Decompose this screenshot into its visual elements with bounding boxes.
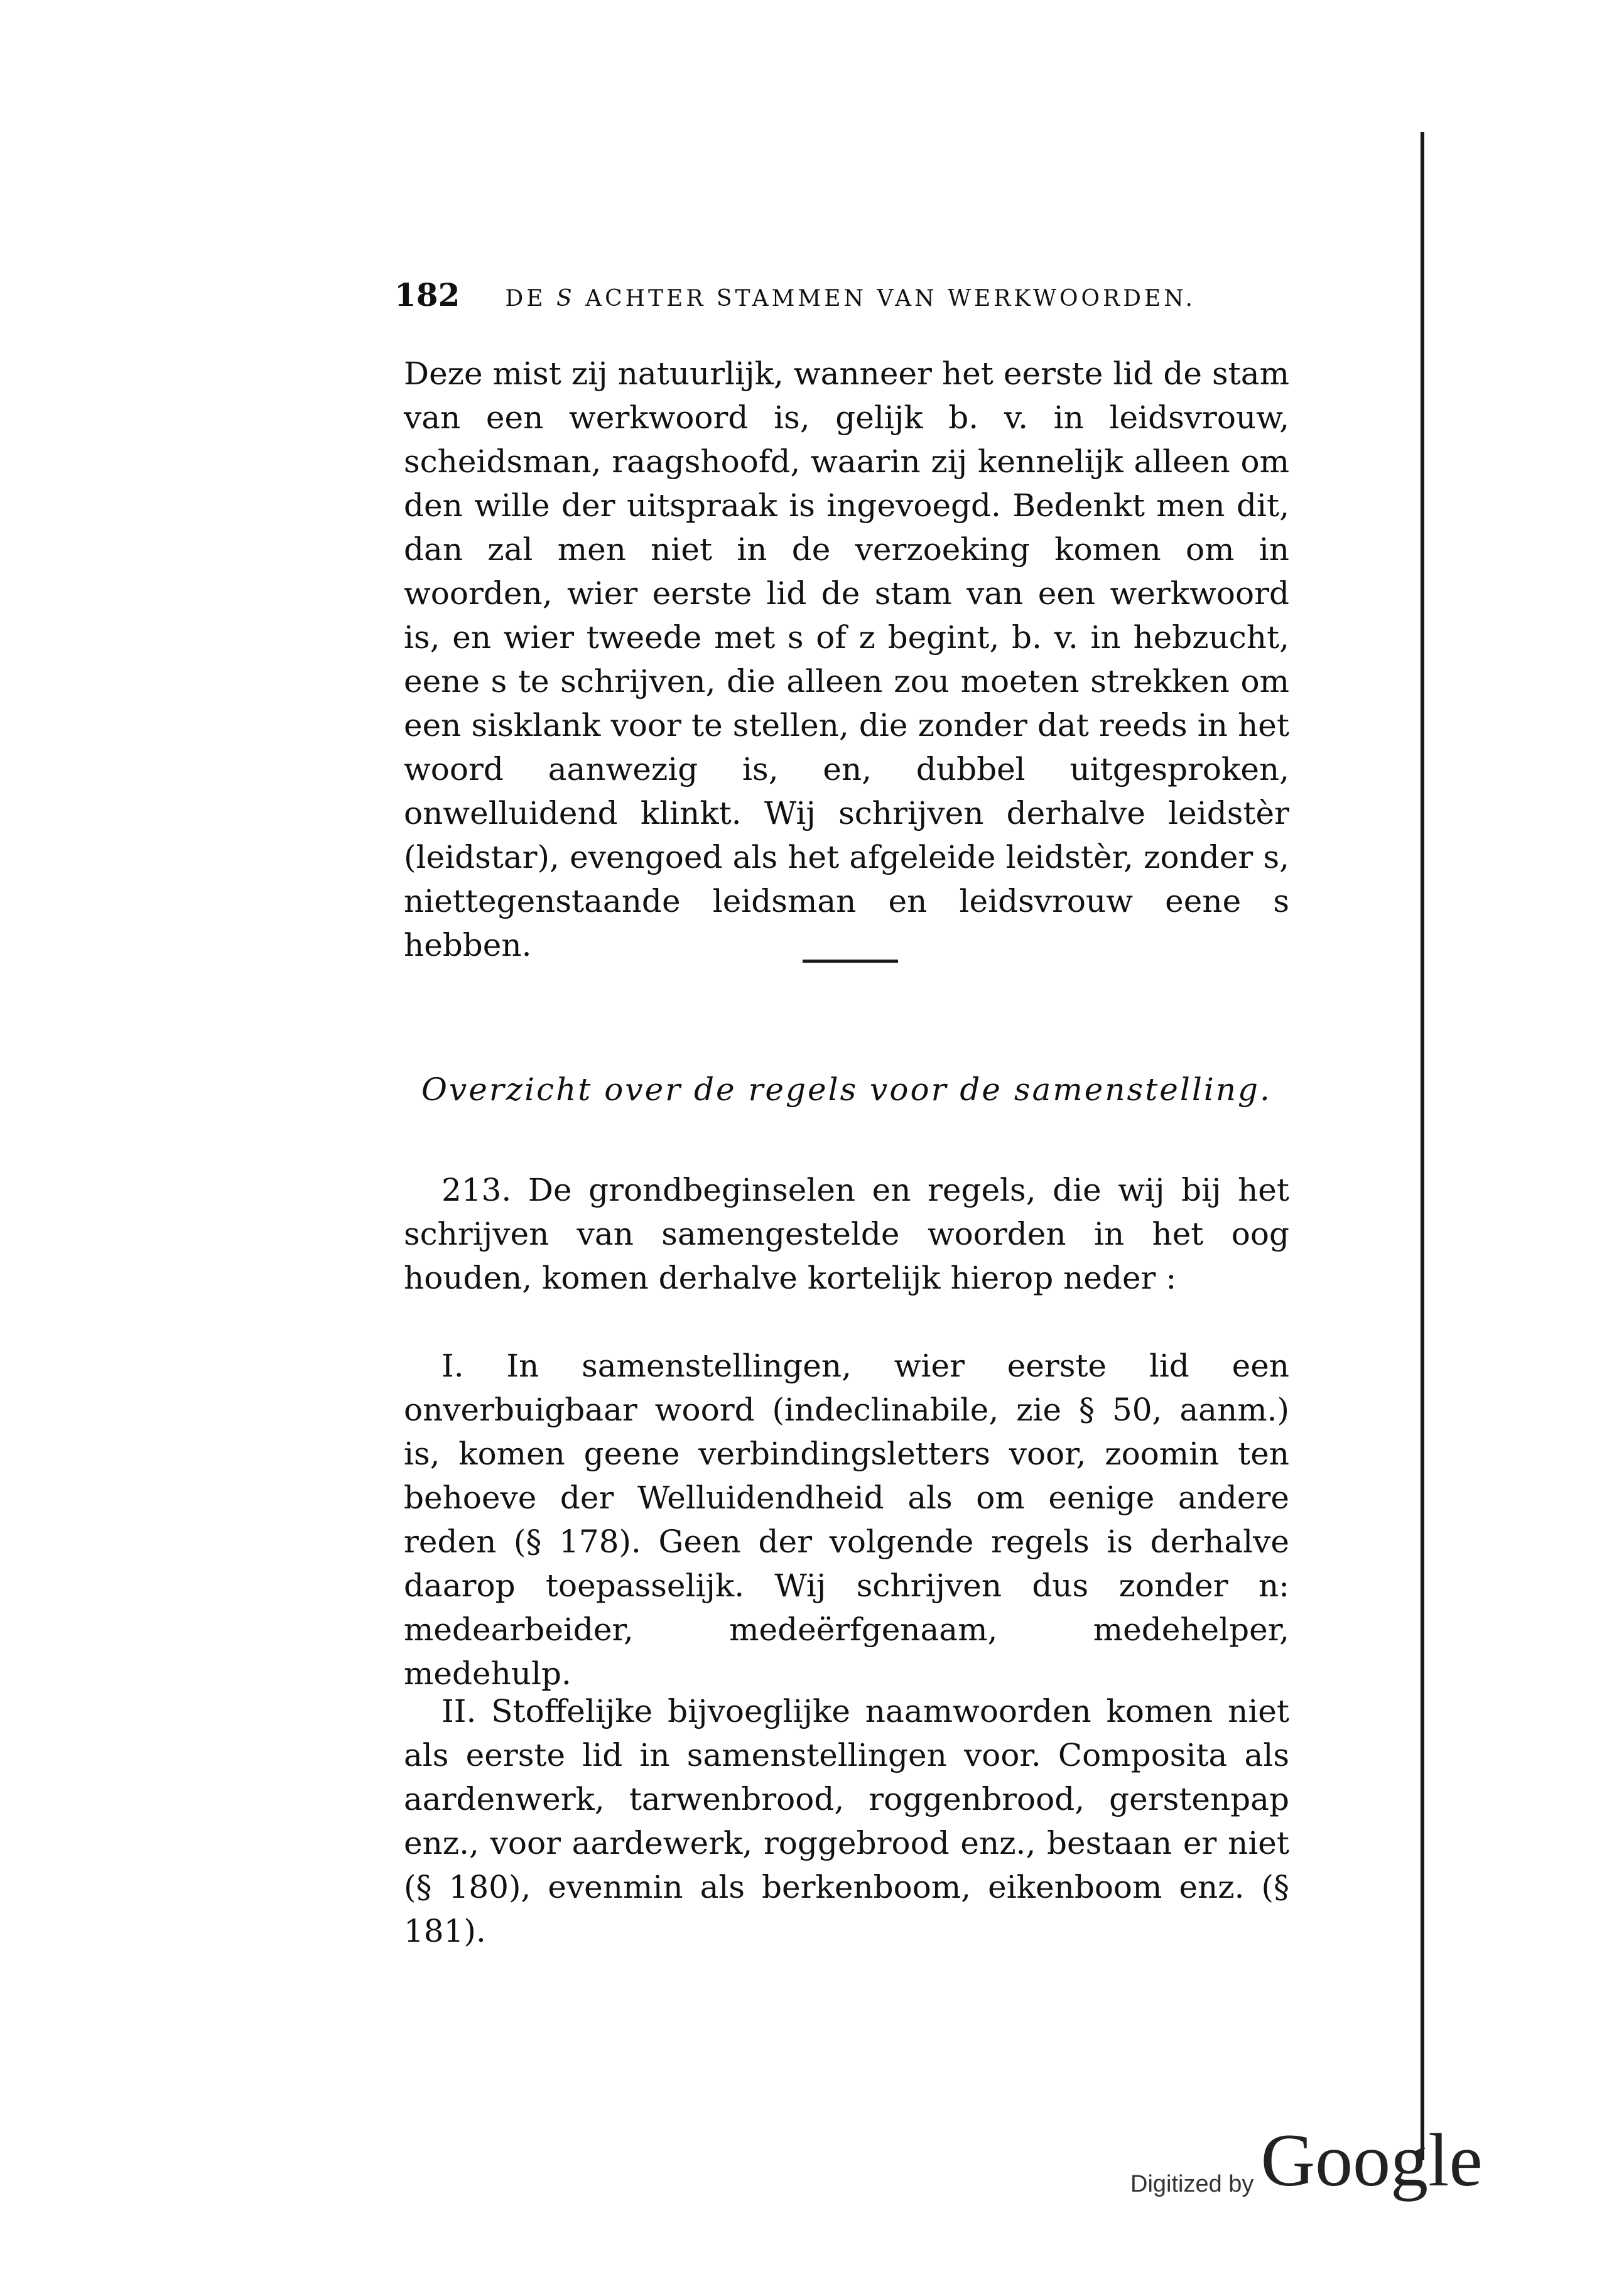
paragraph-text: Deze mist zij natuurlijk, wanneer het eerste lid de stam van een werkwoord is, gelijk b. v. in leidsvrouw, scheidsman, raagshoofd, waarin zij kennelijk alleen om den wille der uitspraak is ingevoegd. Bedenkt men dit, dan zal men niet in de verzoeking komen om in woorden, wier eerste lid de stam van een werkwoord is, en wier tweede met s of z begint, b. v. in hebzucht, eene s te schrijven, die alleen zou moeten strekken om een sisklank voor te stellen, die zonder dat reeds in het woord aanwezig is, en, dubbel uitgesproken, onwelluidend klinkt. Wij schrijven derhalve leidstèr (leidstar), evengoed als het afgeleide leidstèr, zonder s, niettegenstaande leidsman en leidsvrouw eene s hebben.	[404, 355, 1289, 963]
rule-I-text: I. In samenstellingen, wier eerste lid een onverbuigbaar woord (indeclinabile, zie § 50, aanm.) is, komen geene verbindingsletters voor, zoomin ten behoeve der Welluidendheid als om eenige andere reden (§ 178). Geen der volgende regels is derhalve daarop toepasselijk. Wij schrijven dus zonder n: medearbeider, medeërfgenaam, medehelper, medehulp.	[404, 1348, 1289, 1692]
google-logo: Google	[1260, 2118, 1483, 2202]
page-edge-rule	[1421, 132, 1424, 2160]
page-header	[394, 270, 1305, 320]
running-head-pre: DE	[505, 286, 556, 311]
paragraph-213-text: 213. De grondbeginselen en regels, die wij bij het schrijven van samengestelde woorden in het oog houden, komen derhalve kortelijk hierop neder :	[404, 1172, 1289, 1296]
paragraph-213	[404, 1168, 1289, 1300]
running-head-s: S	[556, 286, 575, 311]
section-divider	[803, 960, 898, 963]
rule-II	[404, 1689, 1289, 1953]
rule-II-text: II. Stoffelijke bijvoeglijke naamwoorden komen niet als eerste lid in samenstellingen voor. Composita als aardenwerk, tarwenbrood, roggenbrood, gerstenpap enz., voor aardewerk, roggebrood enz., bestaan er niet (§ 180), evenmin als berkenboom, eikenboom enz. (§ 181).	[404, 1693, 1289, 1949]
running-head	[505, 286, 1196, 311]
rule-I	[404, 1344, 1289, 1696]
watermark-prefix: Digitized by	[1130, 2171, 1254, 2197]
section-title: Overzicht over de regels voor de samenstelling.	[421, 1071, 1272, 1108]
digitized-watermark	[1130, 2118, 1483, 2211]
page-number: 182	[394, 276, 460, 313]
paragraph-continuation	[404, 352, 1289, 967]
running-head-post: ACHTER STAMMEN VAN WERKWOORDEN.	[575, 286, 1196, 311]
